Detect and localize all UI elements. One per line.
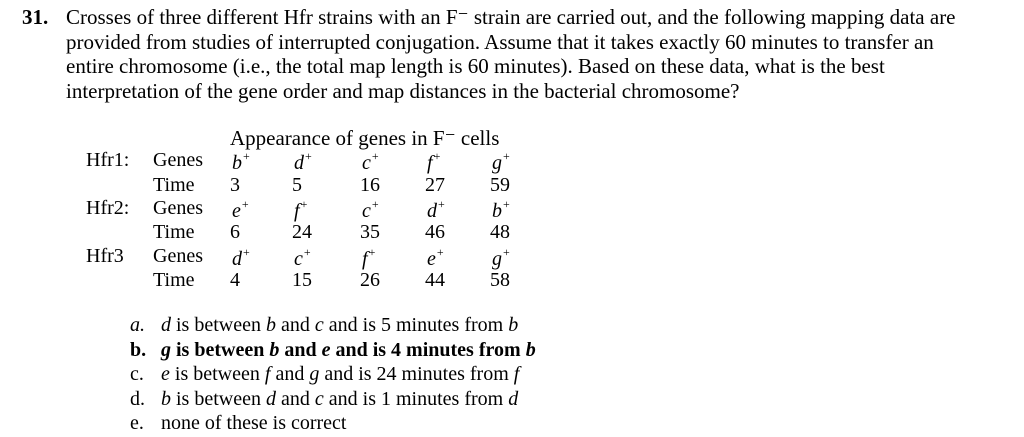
gene-cell	[362, 198, 379, 221]
option-text: g is between b and e and is 4 minutes from b	[161, 338, 536, 361]
gene-symbol: f	[362, 248, 368, 270]
gene-superscript: +	[300, 197, 308, 211]
time-label: Time	[153, 174, 195, 196]
gene-superscript: +	[433, 149, 441, 163]
gene-symbol: c	[294, 248, 303, 270]
time-cell: 16	[360, 174, 380, 196]
time-cell: 48	[490, 221, 510, 243]
gene-symbol: d	[427, 200, 437, 222]
gene-superscript: +	[303, 245, 311, 259]
option-letter: b.	[130, 338, 147, 361]
strain-label: Hfr1:	[86, 149, 130, 171]
time-cell: 35	[360, 221, 380, 243]
option-text: e is between f and g and is 24 minutes from f	[161, 363, 520, 385]
gene-symbol: e	[232, 200, 241, 222]
time-cell: 4	[230, 269, 240, 291]
gene-superscript: +	[438, 197, 445, 211]
gene-symbol: b	[232, 152, 242, 174]
gene-symbol: g	[492, 248, 502, 270]
gene-cell	[232, 150, 250, 173]
time-label: Time	[153, 269, 195, 291]
question-number: 31.	[22, 5, 49, 29]
gene-symbol: d	[294, 152, 304, 174]
gene-cell	[492, 198, 510, 221]
option-text: b is between d and c and is 1 minutes from d	[161, 387, 519, 410]
gene-symbol: g	[492, 152, 502, 174]
time-cell: 5	[292, 174, 302, 196]
gene-symbol: f	[427, 152, 433, 174]
gene-cell	[294, 246, 311, 269]
question-line: provided from studies of interrupted conjugation. Assume that it takes exactly 60 minutes to transfer an	[66, 29, 934, 54]
time-cell: 27	[425, 174, 445, 196]
gene-cell	[232, 246, 250, 269]
gene-superscript: +	[436, 245, 444, 259]
time-cell: 46	[425, 221, 445, 243]
gene-symbol: c	[362, 200, 371, 222]
gene-superscript: +	[305, 149, 312, 163]
genes-label: Genes	[153, 149, 203, 171]
strain-label: Hfr3	[86, 245, 124, 267]
time-cell: 44	[425, 269, 445, 291]
time-cell: 58	[490, 269, 510, 291]
gene-symbol: c	[362, 152, 371, 174]
time-cell: 26	[360, 269, 380, 291]
gene-cell	[427, 246, 444, 269]
gene-symbol: f	[294, 200, 300, 222]
gene-cell	[492, 150, 510, 173]
question-line: Crosses of three different Hfr strains with an F⁻ strain are carried out, and the following mapping data are	[66, 5, 956, 29]
gene-cell	[427, 150, 440, 173]
gene-superscript: +	[368, 245, 376, 259]
gene-superscript: +	[503, 245, 510, 259]
genes-label: Genes	[153, 197, 203, 219]
gene-superscript: +	[503, 197, 510, 211]
gene-superscript: +	[371, 149, 379, 163]
gene-superscript: +	[243, 245, 250, 259]
gene-cell	[294, 198, 307, 221]
time-cell: 6	[230, 221, 240, 243]
gene-symbol: b	[492, 200, 502, 222]
option-letter: d.	[130, 387, 145, 410]
time-cell: 15	[292, 269, 312, 291]
strain-label: Hfr2:	[86, 197, 130, 219]
gene-cell	[427, 198, 445, 221]
gene-superscript: +	[243, 149, 250, 163]
option-letter: c.	[130, 363, 144, 385]
gene-cell	[232, 198, 249, 221]
option-text: none of these is correct	[161, 412, 347, 434]
gene-superscript: +	[503, 149, 510, 163]
time-cell: 24	[292, 221, 312, 243]
option-letter: a.	[130, 314, 145, 336]
time-label: Time	[153, 221, 195, 243]
gene-symbol: e	[427, 248, 436, 270]
gene-cell	[362, 246, 375, 269]
gene-cell	[492, 246, 510, 269]
gene-superscript: +	[241, 197, 249, 211]
option-text: d is between b and c and is 5 minutes from b	[161, 314, 519, 336]
time-cell: 59	[490, 174, 510, 196]
time-cell: 3	[230, 174, 240, 196]
gene-cell	[294, 150, 312, 173]
gene-symbol: d	[232, 248, 242, 270]
genes-label: Genes	[153, 245, 203, 267]
option-letter: e.	[130, 412, 144, 434]
question-line: interpretation of the gene order and map distances in the bacterial chromosome?	[66, 78, 740, 103]
table-heading: Appearance of genes in F⁻ cells	[230, 126, 500, 150]
question-text	[66, 5, 1011, 103]
gene-cell	[362, 150, 379, 173]
question-line: entire chromosome (i.e., the total map length is 60 minutes). Based on these data, what is the best	[66, 54, 885, 78]
gene-superscript: +	[371, 197, 379, 211]
